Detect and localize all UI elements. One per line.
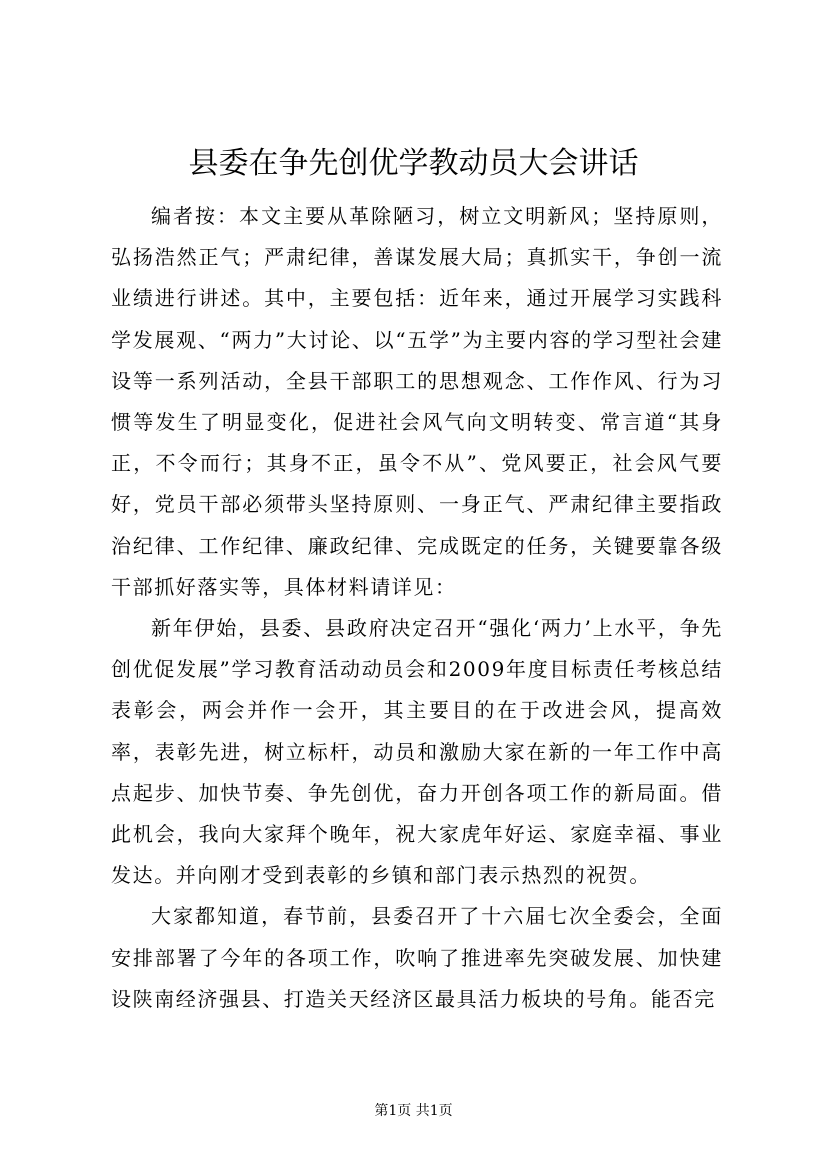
document-body: [111, 196, 723, 1020]
body-paragraph: 大家都知道，春节前，县委召开了十六届七次全委会，全面安排部署了今年的各项工作，吹响了推进率先突破发展、加快建设陕南经济强县、打造关天经济区最具活力板块的号角。能否完: [111, 904, 723, 1011]
body-paragraph: 新年伊始，县委、县政府决定召开“强化‘两力’上水平，争先创优促发展”学习教育活动动员会和2009年度目标责任考核总结表彰会，两会并作一会开，其主要目的在于改进会风，提高效率，表彰先进，树立标杆，动员和激励大家在新的一年工作中高点起步、加快节奏、争先创优，奋力开创各项工作的新局面。借此机会，我向大家拜个晚年，祝大家虎年好运、家庭幸福、事业发达。并向刚才受到表彰的乡镇和部门表示热烈的祝贺。: [111, 616, 723, 888]
document-title: 县委在争先创优学教动员大会讲话: [188, 146, 639, 181]
editor-note-paragraph: 编者按：本文主要从革除陋习，树立文明新风；坚持原则，弘扬浩然正气；严肃纪律，善谋发展大局；真抓实干，争创一流业绩进行讲述。其中，主要包括：近年来，通过开展学习实践科学发展观、“两力”大讨论、以“五学”为主要内容的学习型社会建设等一系列活动，全县干部职工的思想观念、工作作风、行为习惯等发生了明显变化，促进社会风气向文明转变、常言道“其身正，不令而行；其身不正，虽令不从”、党风要正，社会风气要好，党员干部必须带头坚持原则、一身正气、严肃纪律主要指政治纪律、工作纪律、廉政纪律、完成既定的任务，关键要靠各级干部抓好落实等，具体材料请详见：: [111, 204, 723, 599]
page-number-footer: 第1页 共1页: [374, 1103, 453, 1119]
